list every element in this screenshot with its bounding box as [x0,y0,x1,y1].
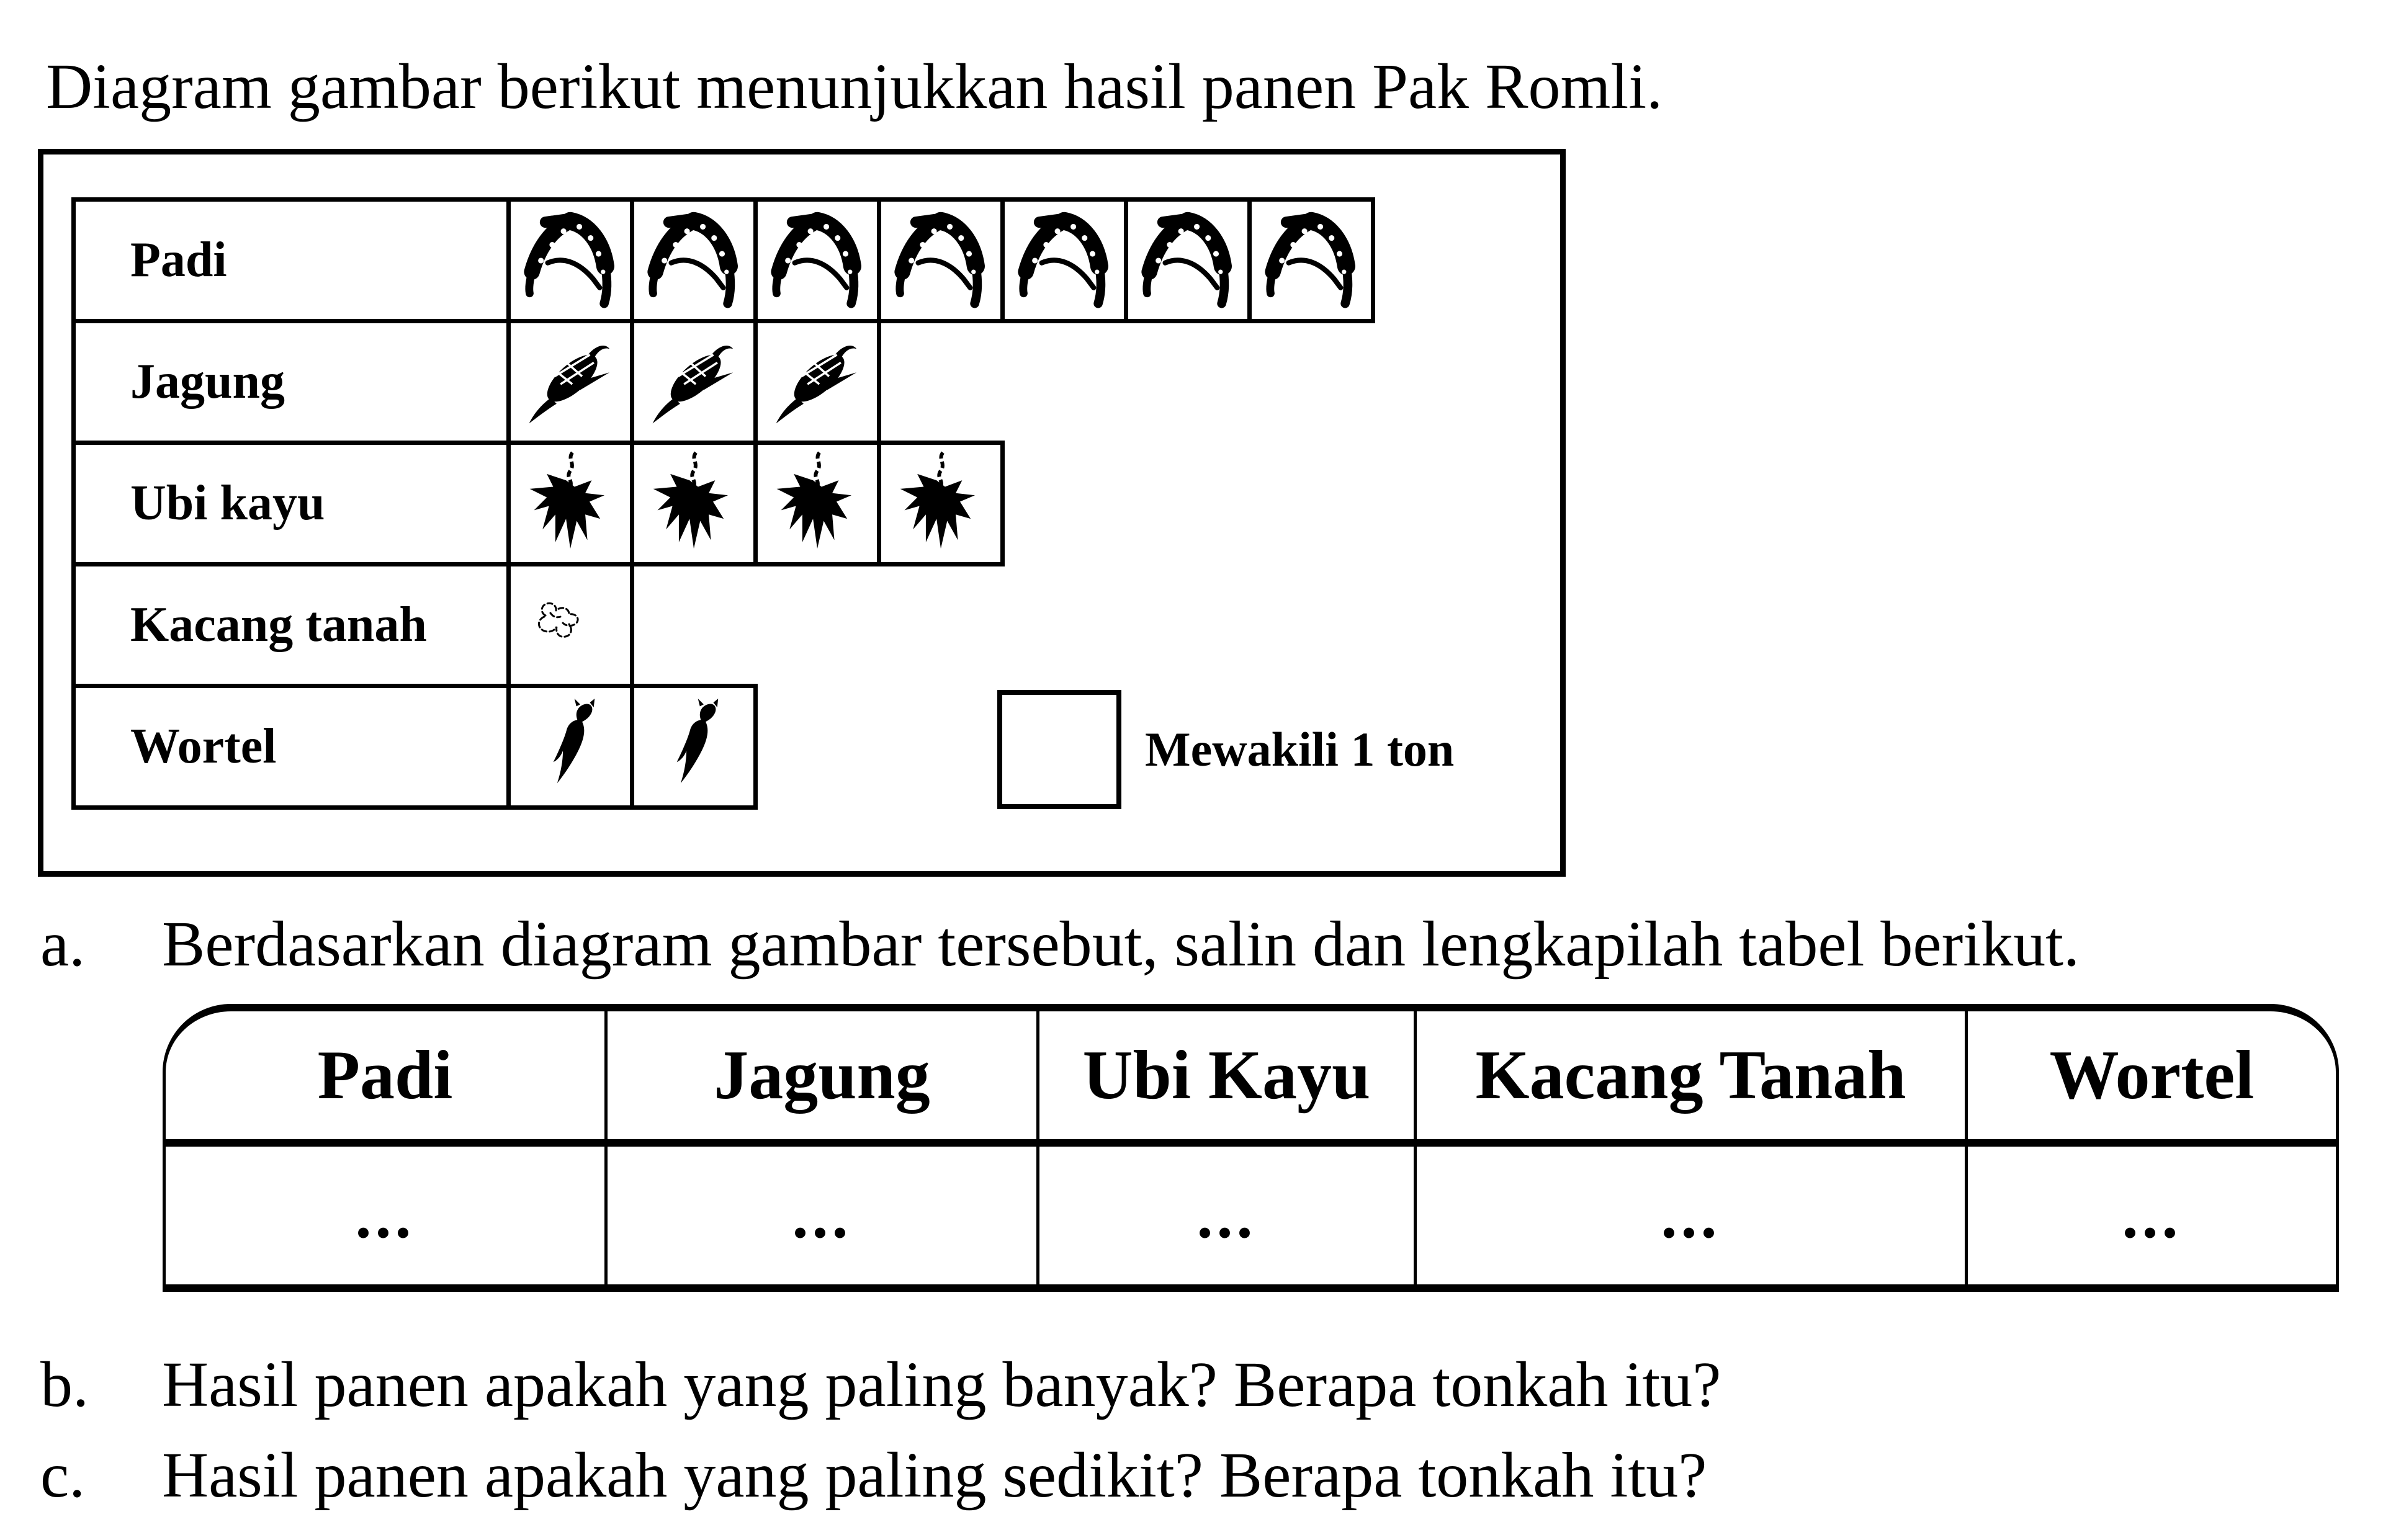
pictogram-row-padi [71,197,1375,323]
ubi-kayu-icon [764,450,871,557]
pictogram-cells-wortel [511,684,758,810]
question-b [40,1348,1721,1421]
pictogram-row-label: Padi [71,197,511,323]
jagung-icon [645,333,743,431]
wortel-icon [646,699,742,795]
pictogram-cell-kacang-tanah [506,562,634,688]
question-a-number: a. [40,908,86,980]
answer-table-cell-padi: ... [166,1147,608,1284]
pictogram-cell-padi [506,197,634,323]
pictogram-cell-padi [630,197,758,323]
ubi-kayu-icon [640,450,747,557]
answer-table-cell-jagung: ... [608,1147,1039,1284]
pictogram-cells-kacang-tanah [511,562,634,688]
padi-icon [637,204,750,317]
jagung-icon [521,333,619,431]
pictogram-cell-ubi-kayu [877,441,1005,566]
kacang-tanah-icon [528,594,590,656]
pictogram-row-ubi-kayu [71,441,1375,566]
padi-icon [884,204,997,317]
question-c [40,1438,1707,1512]
padi-icon [761,204,874,317]
pictogram-row-label: Wortel [71,684,511,810]
pictogram-cell-ubi-kayu [506,441,634,566]
padi-icon [1008,204,1121,317]
padi-icon [514,204,627,317]
answer-table-header-row [166,1011,2336,1147]
pictogram-cell-jagung [630,319,758,445]
pictogram-row-jagung [71,319,1375,445]
pictogram-cell-wortel [630,684,758,810]
pictogram-cell-jagung [753,319,881,445]
ubi-kayu-icon [887,450,994,557]
wortel-icon [523,699,619,795]
answer-table [163,1004,2339,1292]
pictogram-cells-jagung [511,319,881,445]
question-c-text: Hasil panen apakah yang paling sedikit? Berapa tonkah itu? [162,1439,1707,1511]
pictogram-cell-padi [1247,197,1375,323]
pictogram-row-kacang-tanah [71,562,1375,688]
question-a [40,907,2080,981]
pictogram-row-label: Kacang tanah [71,562,511,688]
answer-table-header-ubi-kayu: Ubi Kayu [1039,1011,1417,1139]
pictogram-cell-padi [1000,197,1128,323]
pictogram-row-label: Jagung [71,319,511,445]
pictogram-row-label: Ubi kayu [71,441,511,566]
jagung-icon [768,333,866,431]
pictogram-cell-padi [753,197,881,323]
answer-table-cell-ubi-kayu: ... [1039,1147,1417,1284]
padi-icon [1255,204,1368,317]
page-title: Diagram gambar berikut menunjukkan hasil panen Pak Romli. [46,51,1663,122]
pictogram-cells-padi [511,197,1375,323]
pictogram-cells-ubi-kayu [511,441,1005,566]
answer-table-cell-kacang-tanah: ... [1417,1147,1968,1284]
answer-table-header-wortel: Wortel [2049,1036,2255,1114]
pictogram-cell-padi [877,197,1005,323]
pictogram-cell-ubi-kayu [630,441,758,566]
answer-table-header-kacang-tanah: Kacang Tanah [1417,1011,1968,1139]
pictogram-cell-padi [1124,197,1252,323]
answer-table-value-row [166,1147,2336,1284]
padi-icon [1131,204,1244,317]
question-b-text: Hasil panen apakah yang paling banyak? Berapa tonkah itu? [162,1349,1721,1420]
question-c-number: c. [40,1439,86,1511]
question-b-number: b. [40,1349,89,1420]
pictogram-cell-jagung [506,319,634,445]
question-a-text: Berdasarkan diagram gambar tersebut, salin dan lengkapilah tabel berikut. [162,908,2080,980]
legend-label: Mewakili 1 ton [1145,722,1455,776]
pictogram-cell-wortel [506,684,634,810]
answer-table-cell-wortel: ... [2122,1180,2182,1251]
legend-unit-box [997,690,1121,809]
answer-table-header-padi: Padi [166,1011,608,1139]
pictogram-cell-ubi-kayu [753,441,881,566]
ubi-kayu-icon [517,450,624,557]
answer-table-header-jagung: Jagung [608,1011,1039,1139]
